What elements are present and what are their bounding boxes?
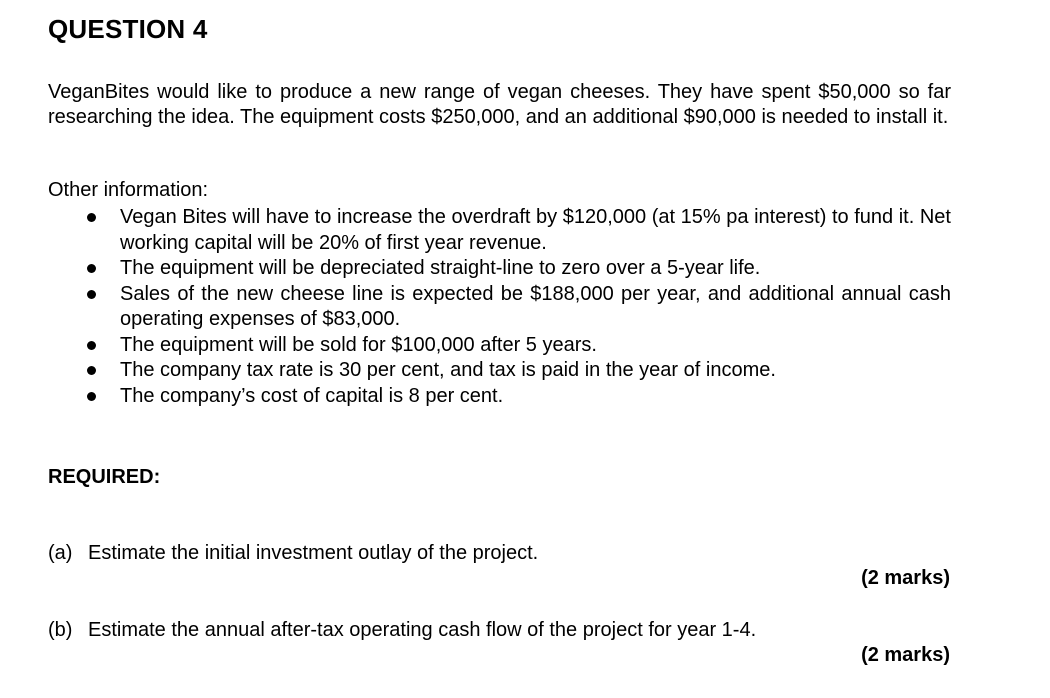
required-heading: REQUIRED:	[48, 466, 161, 488]
list-item	[80, 205, 951, 256]
list-item-text: Vegan Bites will have to increase the overdraft by $120,000 (at 15% pa interest) to fund it. Net working capital will be 20% of first year revenue.	[120, 206, 951, 254]
part-b-text: Estimate the annual after-tax operating cash flow of the project for year 1-4.	[88, 619, 757, 641]
part-a-question	[48, 541, 538, 566]
bullet-icon	[87, 341, 96, 350]
bullet-icon	[87, 290, 96, 299]
list-item-text: The company tax rate is 30 per cent, and tax is paid in the year of income.	[120, 359, 776, 381]
part-a-marks: (2 marks)	[861, 567, 950, 589]
list-item-text: The company’s cost of capital is 8 per cent.	[120, 384, 504, 407]
question-title: QUESTION 4	[48, 14, 208, 44]
other-information-heading: Other information:	[48, 179, 209, 201]
other-information-list	[80, 205, 951, 409]
bullet-icon	[87, 366, 96, 375]
list-item	[80, 384, 951, 410]
list-item	[80, 333, 951, 359]
part-a-text: Estimate the initial investment outlay of the project.	[88, 542, 539, 564]
list-item	[80, 256, 951, 282]
list-item	[80, 358, 951, 384]
list-item-text: The equipment will be depreciated straight-line to zero over a 5-year life.	[120, 257, 761, 279]
part-a-letter: (a)	[48, 542, 73, 564]
part-b-letter: (b)	[48, 619, 73, 641]
bullet-icon	[87, 264, 96, 273]
intro-paragraph: VeganBites would like to produce a new range of vegan cheeses. They have spent $50,000 so far researching the idea. The equipment costs $250,000, and an additional $90,000 is needed to install it.	[48, 81, 951, 128]
part-b-question	[48, 618, 756, 643]
list-item-text: The equipment will be sold for $100,000 after 5 years.	[120, 333, 597, 356]
bullet-icon	[87, 213, 96, 222]
part-b-marks: (2 marks)	[861, 644, 950, 666]
list-item	[80, 282, 951, 333]
list-item-text: Sales of the new cheese line is expected be $188,000 per year, and additional annual cash operating expenses of $83,000.	[120, 282, 951, 330]
bullet-icon	[87, 392, 96, 401]
